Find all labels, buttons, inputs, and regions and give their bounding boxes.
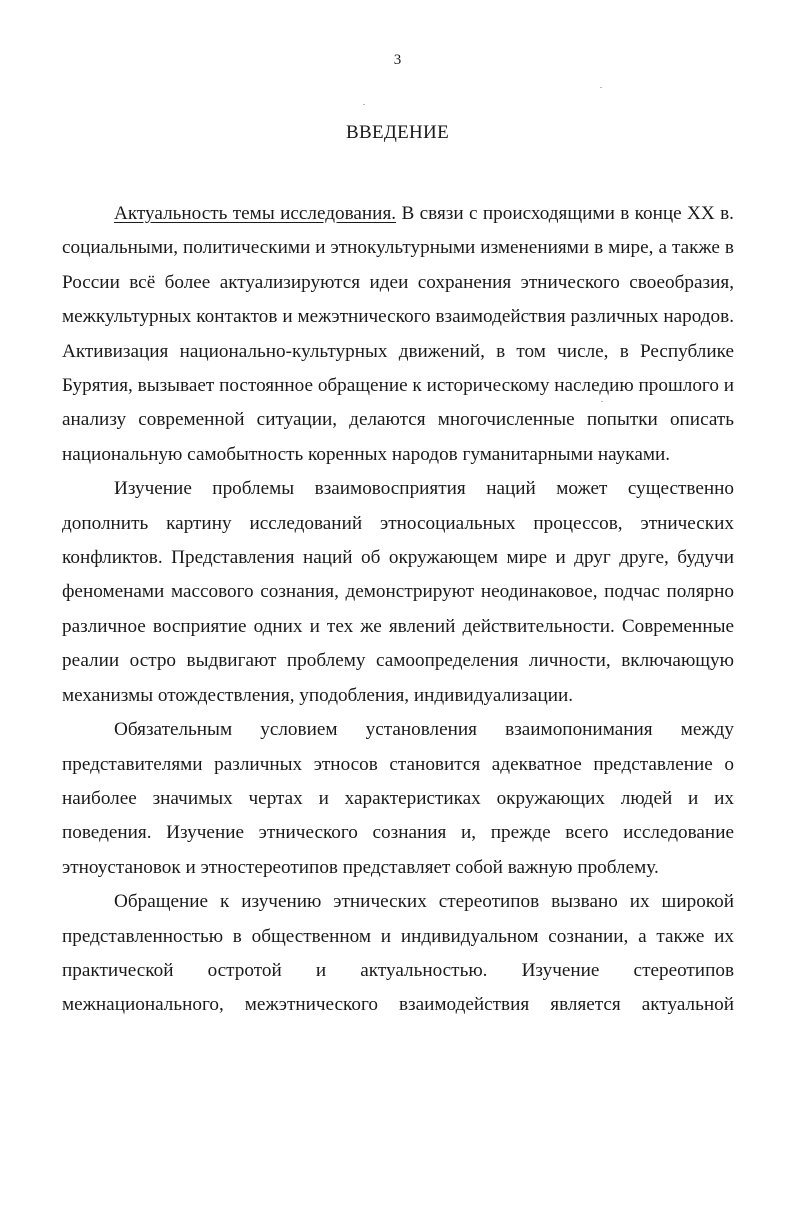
scan-speck <box>363 104 365 105</box>
paragraph-understanding <box>62 713 734 885</box>
scan-speck <box>600 87 602 88</box>
section-heading: ВВЕДЕНИЕ <box>346 122 449 143</box>
paragraph-text: Обязательным условием установления взаимопонимания между представителями различных этносов становится адекватное представление о наиболее значимых чертах и характеристиках окружающих людей и их поведения. Изучение этнического сознания и, прежде всего исследование этноустановок и этностереотипов представляет собой важную проблему. <box>62 719 734 878</box>
paragraph-relevance <box>62 197 734 472</box>
paragraph-text: В связи с происходящими в конце XX в. социальными, политическими и этнокультурными изменениями в мире, а также в России всё более актуализируются идеи сохранения этнического своеобразия, межкультурных контактов и межэтнического взаимодействия различных народов. Активизация национально-культурных движений, в том числе, в Республике Бурятия, вызывает постоянное обращение к историческому наследию прошлого и анализу современной ситуации, делаются многочисленные попытки описать национальную самобытность коренных народов гуманитарными науками. <box>62 203 734 465</box>
paragraph-text: Изучение проблемы взаимовосприятия наций может существенно дополнить картину исследований этносоциальных процессов, этнических конфликтов. Представления наций об окружающем мире и друг друге, будучи феноменами массового сознания, демонстрируют неодинаковое, подчас полярно различное восприятие одних и тех же явлений действительности. Современные реалии остро выдвигают проблему самоопределения личности, включающую механизмы отождествления, уподобления, индивидуализации. <box>62 478 734 706</box>
paragraph-text: Обращение к изучению этнических стереотипов вызвано их широкой представленностью в общественном и индивидуальном сознании, а также их практической остротой и актуальностью. Изучение стереотипов межнационального, межэтнического взаимодействия является актуальной <box>62 891 734 1016</box>
paragraph-perception <box>62 472 734 713</box>
body-text <box>62 197 734 1023</box>
paragraph-stereotypes <box>62 885 734 1023</box>
page-number: 3 <box>393 52 402 68</box>
paragraph-lead: Актуальность темы исследования. <box>114 203 397 224</box>
